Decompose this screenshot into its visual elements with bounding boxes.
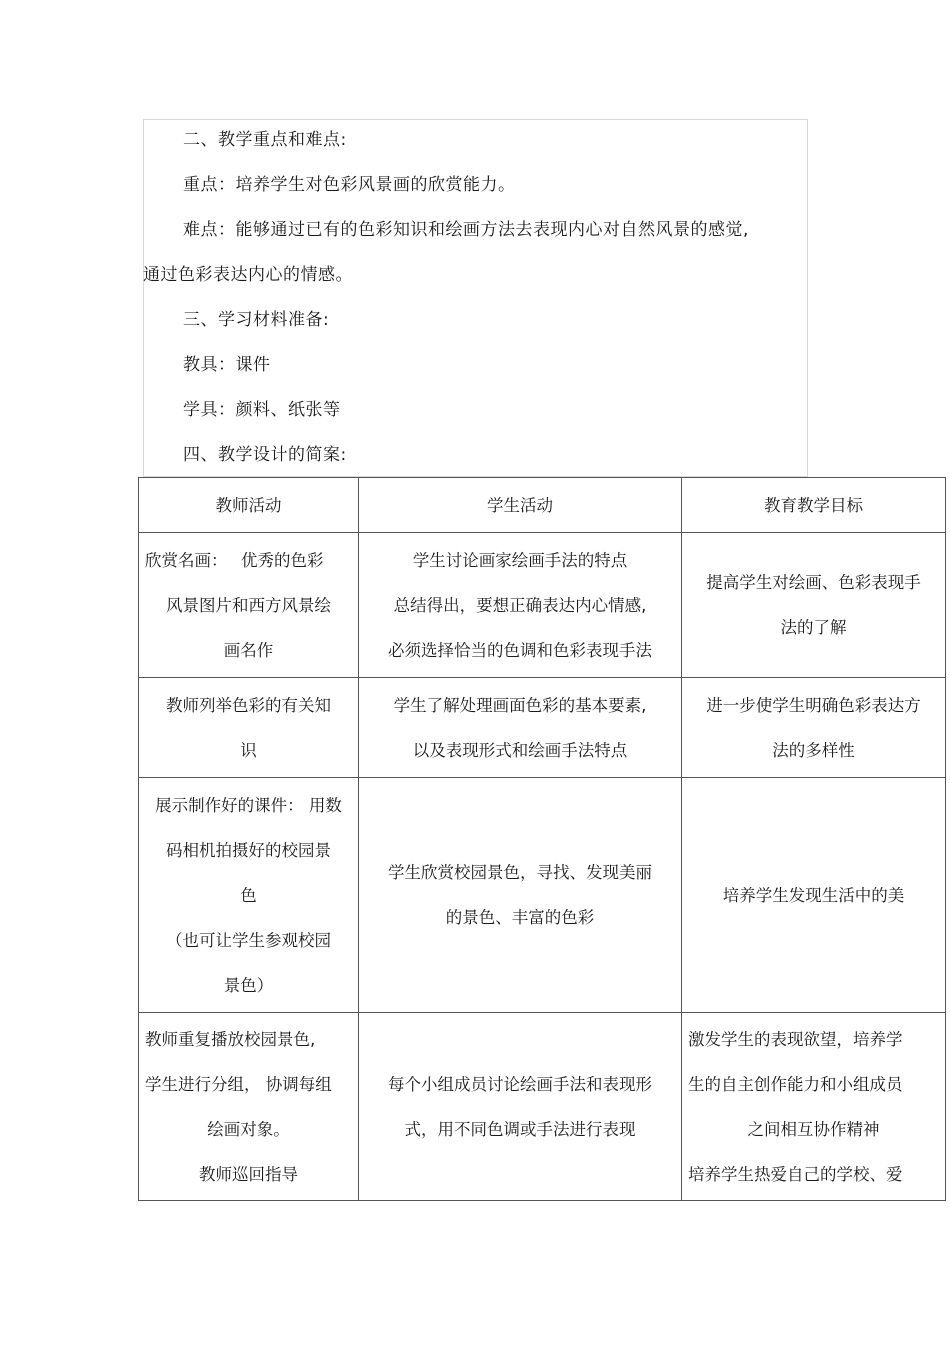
cell-line: 欣赏名画： 优秀的色彩 (145, 550, 324, 570)
table-row (139, 778, 946, 1013)
header-student-activity: 学生活动 (359, 478, 682, 533)
teaching-goal-cell (682, 678, 946, 778)
section-heading-materials: 三、学习材料准备: (183, 310, 330, 330)
cell-line: 法的多样性 (772, 740, 855, 760)
cell-line: 生的自主创作能力和小组成员 (688, 1074, 903, 1094)
teacher-activity-cell (139, 778, 359, 1013)
header-teacher-activity: 教师活动 (139, 478, 359, 533)
cell-line: 培养学生发现生活中的美 (722, 885, 905, 905)
cell-line: 识 (240, 740, 257, 760)
teaching-goal-cell (682, 1013, 946, 1201)
teacher-tools-text: 教具：课件 (183, 355, 271, 375)
cell-line: 激发学生的表现欲望，培养学 (688, 1029, 903, 1049)
cell-line: 法的了解 (780, 618, 847, 637)
table-row (139, 533, 946, 678)
cell-line: 绘画对象。 (207, 1119, 290, 1139)
cell-line: 风景图片和西方风景绘 (166, 595, 331, 615)
cell-line: 码相机拍摄好的校园景 (166, 840, 331, 860)
table-row (139, 678, 946, 778)
difficulty-text: 难点：能够通过已有的色彩知识和绘画方法去表现内心对自然风景的感觉, (183, 220, 749, 240)
cell-line: 以及表现形式和绘画手法特点 (412, 740, 628, 760)
cell-line: 教师重复播放校园景色, (145, 1029, 316, 1049)
section-heading-design: 四、教学设计的简案: (183, 445, 347, 465)
key-point-text: 重点：培养学生对色彩风景画的欣赏能力。 (183, 175, 516, 195)
section-heading-focus: 二、教学重点和难点: (183, 130, 347, 150)
table-header-row (139, 478, 946, 533)
teacher-activity-cell (139, 678, 359, 778)
teacher-activity-cell (139, 533, 359, 678)
student-activity-cell (359, 678, 682, 778)
cell-line: 画名作 (223, 640, 274, 660)
student-activity-cell (359, 778, 682, 1013)
teaching-goal-cell (682, 533, 946, 678)
cell-line: 之间相互协作精神 (747, 1119, 880, 1139)
cell-line: 总结得出，要想正确表达内心情感, (393, 595, 647, 615)
student-tools-text: 学具：颜料、纸张等 (183, 400, 341, 420)
cell-line: 每个小组成员讨论绘画手法和表现形 (388, 1074, 652, 1094)
cell-line: 提高学生对绘画、色彩表现手 (706, 573, 921, 592)
cell-line: 的景色、丰富的色彩 (445, 908, 595, 927)
cell-line: 学生了解处理画面色彩的基本要素, (393, 695, 647, 715)
cell-line: 展示制作好的课件： 用数 (155, 795, 342, 815)
cell-line: 式，用不同色调或手法进行表现 (404, 1119, 636, 1139)
difficulty-text-continued: 通过色彩表达内心的情感。 (143, 265, 353, 285)
cell-line: 学生欣赏校园景色，寻找、发现美丽 (388, 863, 652, 882)
cell-line: 进一步使学生明确色彩表达方 (706, 695, 921, 715)
cell-line: 色 (240, 885, 257, 905)
header-teaching-goal: 教育教学目标 (682, 478, 946, 533)
teaching-goal-cell (682, 778, 946, 1013)
student-activity-cell (359, 533, 682, 678)
student-activity-cell (359, 1013, 682, 1201)
table-row (139, 1013, 946, 1201)
cell-line: 学生讨论画家绘画手法的特点 (412, 550, 628, 570)
cell-line: 培养学生热爱自己的学校、爱 (688, 1164, 903, 1184)
teacher-activity-cell (139, 1013, 359, 1201)
cell-line: （也可让学生参观校园 (166, 930, 331, 950)
cell-line: 学生进行分组， 协调每组 (145, 1074, 332, 1094)
cell-line: 教师列举色彩的有关知 (166, 695, 331, 715)
cell-line: 必须选择恰当的色调和色彩表现手法 (388, 640, 652, 660)
cell-line: 教师巡回指导 (199, 1164, 298, 1184)
cell-line: 景色） (223, 975, 274, 995)
lesson-plan-table (138, 477, 946, 1201)
